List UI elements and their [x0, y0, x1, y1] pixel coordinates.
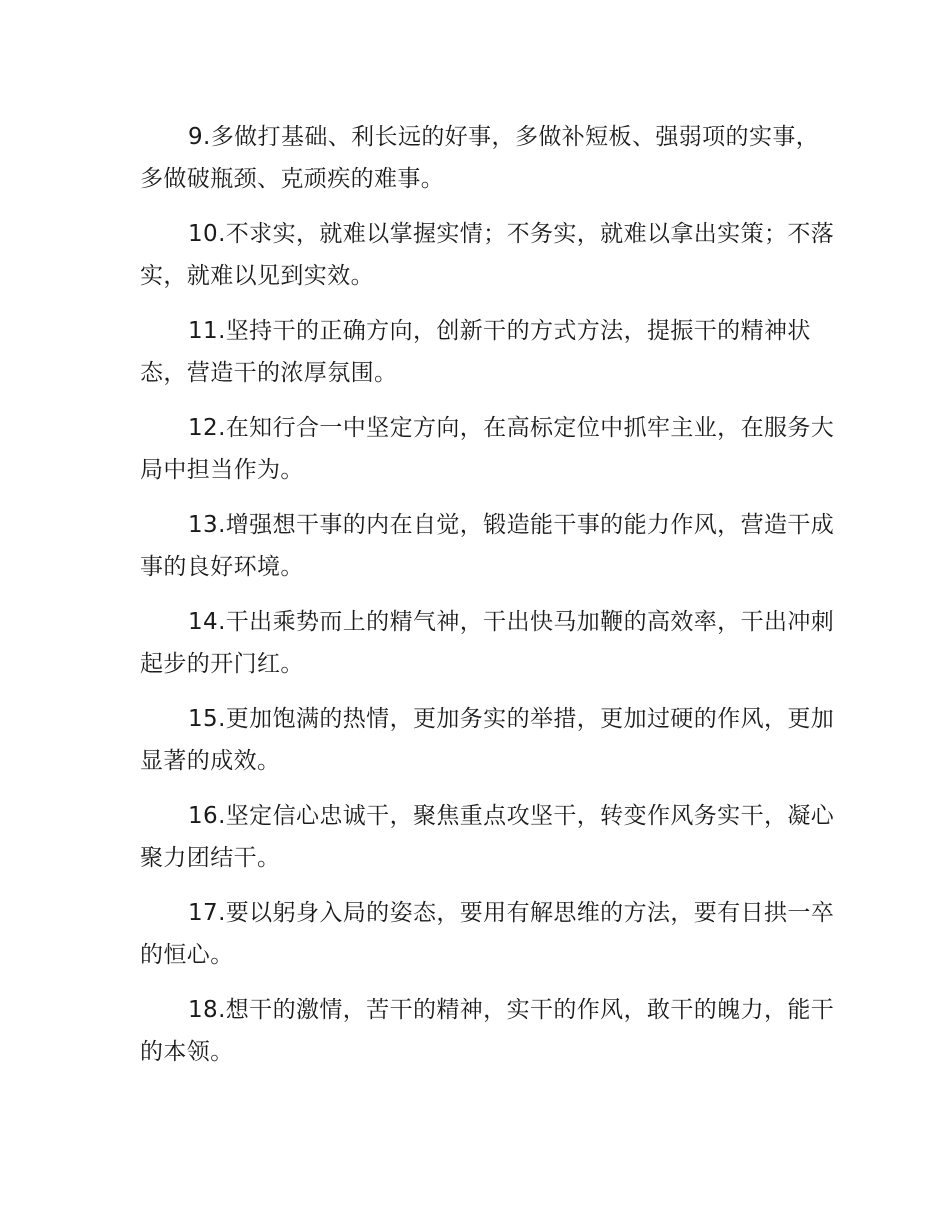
- paragraph-9: 9.多做打基础、利长远的好事，多做补短板、强弱项的实事，多做破瓶颈、克顽疾的难事。: [140, 124, 820, 192]
- paragraph-15: 15.更加饱满的热情，更加务实的举措，更加过硬的作风，更加显著的成效。: [140, 706, 835, 774]
- paragraph-10: 10.不求实，就难以掌握实情；不务实，就难以拿出实策；不落实，就难以见到实效。: [140, 221, 835, 289]
- paragraph-11: 11.坚持干的正确方向，创新干的方式方法，提振干的精神状态，营造干的浓厚氛围。: [140, 318, 811, 386]
- document-body: [140, 116, 840, 1086]
- paragraph-17: 17.要以躬身入局的姿态，要用有解思维的方法，要有日拱一卒的恒心。: [140, 900, 835, 968]
- paragraph-13: 13.增强想干事的内在自觉，锻造能干事的能力作风，营造干成事的良好环境。: [140, 512, 835, 580]
- paragraph-12: 12.在知行合一中坚定方向，在高标定位中抓牢主业，在服务大局中担当作为。: [140, 415, 835, 483]
- paragraph-14: 14.干出乘势而上的精气神，干出快马加鞭的高效率，干出冲刺起步的开门红。: [140, 609, 835, 677]
- paragraph-16: 16.坚定信心忠诚干，聚焦重点攻坚干，转变作风务实干，凝心聚力团结干。: [140, 803, 835, 871]
- paragraph-18: 18.想干的激情，苦干的精神，实干的作风，敢干的魄力，能干的本领。: [140, 997, 835, 1065]
